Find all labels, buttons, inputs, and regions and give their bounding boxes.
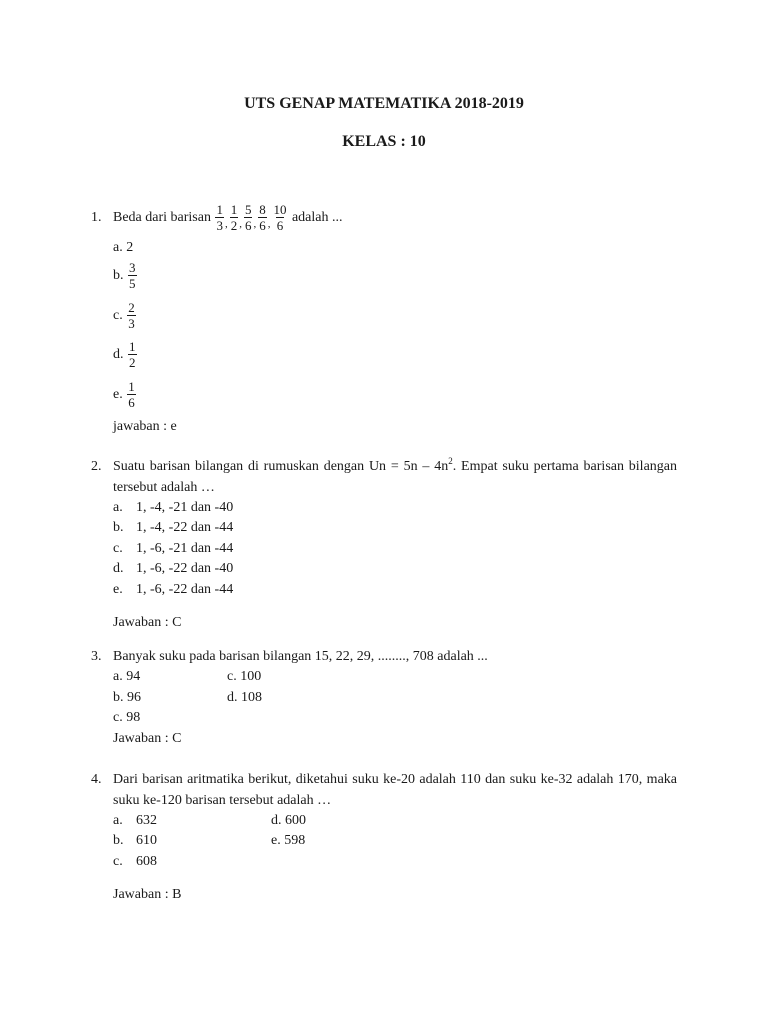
q1-option-e: e. $\frac{1}{6}$ — [113, 379, 135, 411]
q2-option-e: e. 1, -6, -22 dan -44 — [113, 582, 234, 597]
fraction-5: $\frac{10}{6}$ — [273, 202, 287, 234]
question-4-text: Dari barisan aritmatika berikut, diketahui suku ke-20 adalah 110 dan suku ke-32 adalah 170, maka suku ke-120 barisan tersebut adalah … — [113, 772, 677, 808]
q2-option-c: c. 1, -6, -21 dan -44 — [113, 541, 234, 556]
q3-option-b: b. 96 — [113, 690, 141, 705]
question-3-text: Banyak suku pada barisan bilangan 15, 22, 29, ........, 708 adalah ... — [113, 649, 488, 664]
fraction-2: $\frac{1}{2}$ — [230, 202, 238, 234]
q3-option-c-100: c. 100 — [227, 669, 262, 684]
exam-title: UTS GENAP MATEMATIKA 2018-2019 — [244, 95, 524, 112]
question-1-text: Beda dari barisan $\frac{1}{3}$ $_,$ $\frac{1}{2}$ $_,$ $\frac{5}{6}$ $_,$ $\frac{8}{6}$ $_,$ $\frac{10}{6}$ adalah ... — [113, 202, 343, 234]
q4-option-a: a. 632 — [113, 813, 157, 828]
class-label: KELAS : 10 — [342, 133, 426, 150]
q4-option-b: b. 610 — [113, 833, 157, 848]
q1-answer: jawaban : e — [113, 419, 177, 434]
q2-option-a: a. 1, -4, -21 dan -40 — [113, 500, 234, 515]
q3-option-c-98: c. 98 — [113, 710, 141, 725]
question-1-prefix: Beda dari barisan — [113, 210, 211, 225]
q3-answer: Jawaban : C — [113, 731, 182, 746]
q4-option-d: d. 600 — [271, 813, 306, 828]
question-1-suffix: adalah ... — [291, 210, 343, 225]
q4-option-c: c. 608 — [113, 854, 157, 869]
q1-option-c: c. $\frac{2}{3}$ — [113, 300, 135, 332]
fraction-1: $\frac{1}{3}$ — [216, 202, 223, 234]
q3-option-a: a. 94 — [113, 669, 141, 684]
q4-answer: Jawaban : B — [113, 887, 182, 902]
fraction-4: $\frac{8}{6}$ — [259, 202, 266, 234]
q2-answer: Jawaban : C — [113, 615, 182, 630]
question-1-number: 1. — [91, 210, 102, 225]
q4-option-e: e. 598 — [271, 833, 306, 848]
question-3-number: 3. — [91, 649, 102, 664]
question-2-text: Suatu barisan bilangan di rumuskan dengan $Un = 5n - 4n^2$. Empat suku pertama barisan bilangan tersebut adalah … — [113, 456, 678, 495]
question-2-number: 2. — [91, 459, 102, 474]
q1-option-a: a. 2 — [113, 240, 134, 255]
q2-option-d: d. 1, -6, -22 dan -40 — [113, 561, 234, 576]
q2-option-b: b. 1, -4, -22 dan -44 — [113, 520, 234, 535]
question-4-number: 4. — [91, 772, 102, 787]
q1-option-d: d. $\frac{1}{2}$ — [113, 339, 136, 371]
q3-option-d: d. 108 — [227, 690, 262, 705]
fraction-3: $\frac{5}{6}$ — [244, 202, 252, 234]
q1-option-b: b. $\frac{3}{5}$ — [113, 260, 136, 292]
